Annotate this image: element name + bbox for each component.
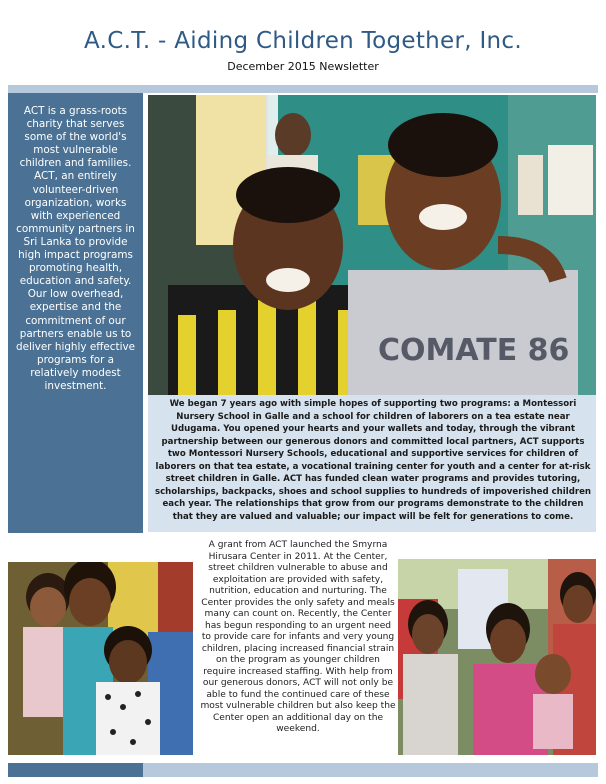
bottom-divider-bar (8, 763, 598, 777)
newsletter-date: December 2015 Newsletter (227, 60, 379, 73)
sidebar-mission-text: ACT is a grass-roots charity that serves some of the world's most vulnerable children and families. ACT, an entirely volunteer-driven organization, works with experienced community partners in Sri Lanka to provide high impact programs promoting health, education and safety. Our low overhead, expertise and the commitment of our partners enable us to deliver highly effective programs for a relatively modest investment. (15, 105, 136, 392)
hero-photo (148, 95, 596, 395)
bottom-divider-accent (8, 763, 143, 777)
hero-caption-text: We began 7 years ago with simple hopes of supporting two programs: a Montessori Nursery School in Galle and a school for children of laborers on a tea estate near Udugama. You opened your hearts and your wallets and today, through the vibrant partnership between our generous donors and committed local partners, ACT supports two Montessori Nursery Schools, educational and supportive services for children of laborers on that tea estate, a vocational training center for youth and a center for at-risk street children in Galle. ACT has funded clean water programs and provides tutoring, scholarships, backpacks, shoes and school supplies to hundreds of impoverished children each year. The relationships that grow from our programs demonstrate to the children that they are valued and valuable; our impact will be felt for generations to come. (154, 399, 592, 522)
top-divider-bar (8, 85, 598, 93)
newsletter-title: A.C.T. - Aiding Children Together, Inc. (84, 28, 522, 54)
smyrna-center-text: A grant from ACT launched the Smyrna Hirusara Center in 2011. At the Center, street children vulnerable to abuse and exploitation are provided with safety, nutrition, education and nurturing. The Center provides the only safety and meals many can count on. Recently, the Center has begun responding to an urgent need to provide care for infants and very young children, placing increased financial strain on the program as younger children require increased staffing. With help from our generous donors, ACT will not only be able to fund the continued care of these most vulnerable children but also keep the Center open an additional day on the weekend. (200, 540, 396, 734)
girls-photo (8, 562, 193, 755)
shirt-print-text: COMATE 86 (378, 333, 570, 368)
group-photo (398, 559, 596, 755)
